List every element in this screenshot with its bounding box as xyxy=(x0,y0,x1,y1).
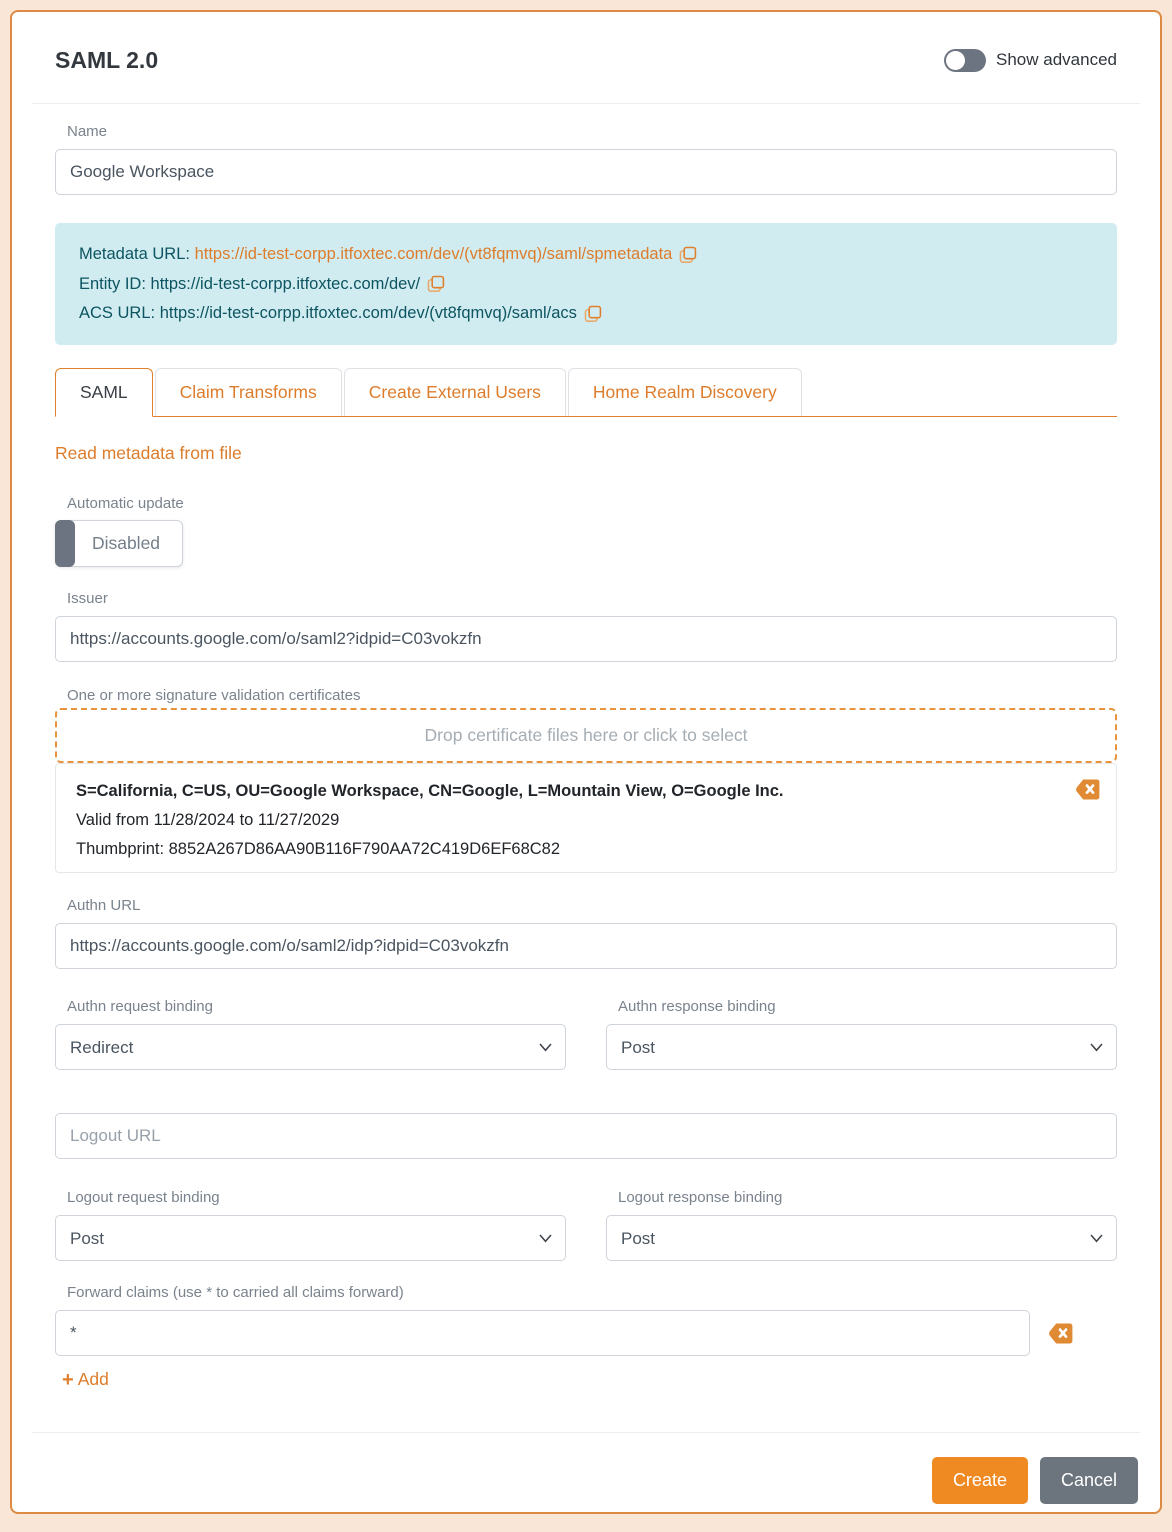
entity-id-value: https://id-test-corpp.itfoxtec.com/dev/ xyxy=(150,274,421,293)
authn-request-binding-select[interactable] xyxy=(55,1024,566,1070)
show-advanced-toggle-icon[interactable] xyxy=(944,49,986,72)
tab-claim-transforms[interactable]: Claim Transforms xyxy=(155,368,342,416)
page-title: SAML 2.0 xyxy=(55,46,159,73)
footer-divider xyxy=(32,1432,1140,1433)
certificate-validity: Valid from 11/28/2024 to 11/27/2029 xyxy=(76,811,340,829)
authn-response-binding-label: Authn response binding xyxy=(618,998,776,1015)
header-divider xyxy=(32,103,1140,104)
tab-create-external-users[interactable]: Create External Users xyxy=(344,368,566,416)
logout-response-binding-wrap xyxy=(606,1215,1117,1261)
certificates-label: One or more signature validation certificates xyxy=(67,687,361,704)
read-metadata-link[interactable]: Read metadata from file xyxy=(55,443,242,463)
forward-claims-row xyxy=(55,1303,1117,1356)
automatic-update-label: Automatic update xyxy=(67,495,184,512)
certificate-item xyxy=(55,763,1117,873)
authn-request-binding-label: Authn request binding xyxy=(67,998,213,1015)
tab-bar xyxy=(55,367,1117,417)
add-claim-link[interactable] xyxy=(62,1369,109,1390)
metadata-url-row xyxy=(79,240,1093,270)
toggle-handle-icon xyxy=(55,520,75,567)
authn-response-binding-wrap xyxy=(606,1024,1117,1070)
logout-request-binding-select[interactable] xyxy=(55,1215,566,1261)
logout-request-binding-wrap xyxy=(55,1215,566,1261)
add-claim-label: Add xyxy=(77,1369,109,1389)
name-label: Name xyxy=(67,123,108,140)
authn-url-label: Authn URL xyxy=(67,897,141,914)
toggle-knob xyxy=(946,51,965,70)
entity-id-row xyxy=(79,270,1093,300)
forward-claims-input[interactable] xyxy=(55,1310,1030,1356)
copy-icon[interactable] xyxy=(427,275,445,293)
name-input[interactable] xyxy=(55,149,1117,195)
tab-home-realm-discovery[interactable]: Home Realm Discovery xyxy=(568,368,802,416)
endpoints-info-box xyxy=(55,223,1117,345)
automatic-update-toggle[interactable] xyxy=(55,520,183,567)
plus-icon: + xyxy=(62,1368,74,1391)
form-area xyxy=(55,122,1117,1391)
logout-request-binding-label: Logout request binding xyxy=(67,1189,220,1206)
delete-claim-icon[interactable] xyxy=(1049,1323,1073,1344)
copy-icon[interactable] xyxy=(679,246,697,264)
metadata-url-link[interactable]: https://id-test-corpp.itfoxtec.com/dev/(vt8fqmvq)/saml/spmetadata xyxy=(194,245,673,263)
issuer-label: Issuer xyxy=(67,590,108,607)
acs-url-value: https://id-test-corpp.itfoxtec.com/dev/(vt8fqmvq)/saml/acs xyxy=(159,304,577,322)
acs-url-row xyxy=(79,299,1093,329)
show-advanced-control xyxy=(944,49,1117,72)
tab-saml[interactable]: SAML xyxy=(55,368,153,417)
cancel-button[interactable]: Cancel xyxy=(1040,1457,1138,1504)
certificate-thumbprint: Thumbprint: 8852A267D86AA90B116F790AA72C419D6EF68C82 xyxy=(76,840,561,858)
forward-claims-label: Forward claims (use * to carried all claims forward) xyxy=(67,1284,404,1301)
logout-response-binding-label: Logout response binding xyxy=(618,1189,783,1206)
issuer-input[interactable] xyxy=(55,616,1117,662)
dropzone-text: Drop certificate files here or click to select xyxy=(424,725,748,745)
metadata-url-label: Metadata URL: xyxy=(79,245,195,263)
authn-url-input[interactable] xyxy=(55,923,1117,969)
show-advanced-label: Show advanced xyxy=(996,50,1117,69)
create-button[interactable]: Create xyxy=(932,1457,1028,1504)
logout-url-input[interactable] xyxy=(55,1113,1117,1159)
authn-request-binding-wrap xyxy=(55,1024,566,1070)
footer-actions xyxy=(32,1457,1140,1504)
delete-certificate-icon[interactable] xyxy=(1076,779,1100,800)
acs-url-label: ACS URL: xyxy=(79,304,160,322)
authn-response-binding-select[interactable] xyxy=(606,1024,1117,1070)
copy-icon[interactable] xyxy=(584,305,602,323)
saml-config-card xyxy=(10,10,1162,1514)
logout-response-binding-select[interactable] xyxy=(606,1215,1117,1261)
certificate-subject: S=California, C=US, OU=Google Workspace, CN=Google, L=Mountain View, O=Google Inc. xyxy=(76,782,784,800)
certificate-dropzone[interactable] xyxy=(55,708,1117,763)
entity-id-label: Entity ID: xyxy=(79,274,151,293)
automatic-update-state: Disabled xyxy=(91,533,161,553)
card-header xyxy=(55,44,1117,76)
